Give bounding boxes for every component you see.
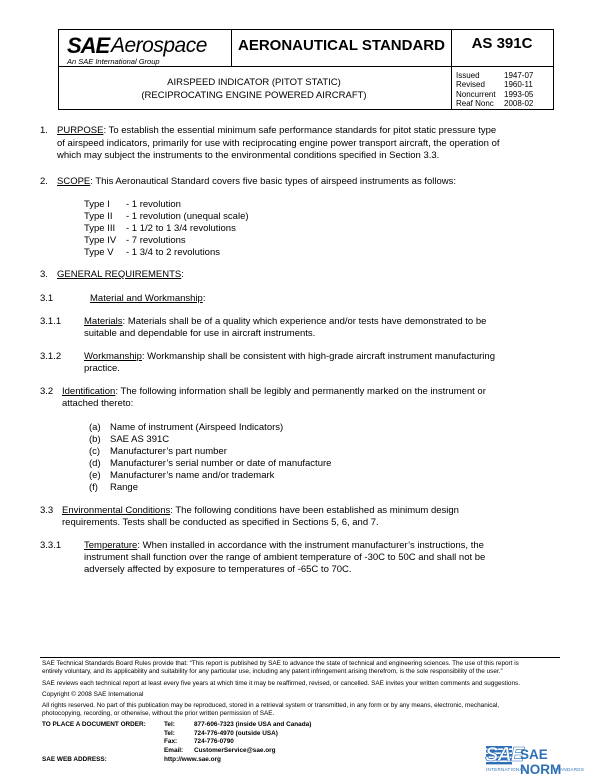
section-number: 1. [40,125,48,136]
logo-aerospace-text: Aerospace [111,34,207,57]
section-3-1-1-heading: Materials [84,316,123,327]
list-item: Range [110,482,138,493]
section-2-line-1 [57,176,456,188]
list-item: Manufacturer’s part number [110,446,227,457]
section-3-heading-line [57,269,184,281]
contact-label: Email: [164,746,184,754]
list-item: Manufacturer’s serial number or date of manufacture [110,458,332,469]
document-header [58,29,554,110]
section-3-3-1-line-2: instrument shall function over the range of ambient temperature of -30C to 50C and shall not be [84,552,486,563]
section-3-3-text: : The following conditions have been established as minimum design [170,505,459,516]
section-3-1-1-line-1 [84,316,486,328]
section-3-1-2-line-1 [84,351,495,363]
contact-value: 877-606-7323 (inside USA and Canada) [194,721,312,728]
type-name: Type V [84,247,114,258]
section-number: 3.3 [40,505,54,516]
type-description: - 1 revolution [126,199,181,210]
contact-value: 724-776-0790 [194,738,234,745]
web-address-link[interactable]: http://www.sae.org [164,756,221,763]
section-number: 2. [40,176,48,187]
list-item-mark: (e) [89,470,101,481]
section-3-1-heading: Material and Workmanship [90,293,203,304]
section-3-1-2-heading: Workmanship [84,351,142,362]
section-3-1-1-line-2: suitable and dependable for use in aircraft instruments. [84,328,316,339]
date-row [456,80,533,89]
footer-rights-line-1: All rights reserved. No part of this publication may be reproduced, stored in a retrieval system or transmitted, in any form or by any means, electronic, mechanical, [42,702,500,709]
section-3-heading: GENERAL REQUIREMENTS [57,269,182,280]
type-description: - 7 revolutions [126,235,186,246]
date-value: 1993-05 [504,89,534,99]
section-number: 3.1.1 [40,316,62,327]
footer-divider [40,657,560,658]
section-3-1-2-line-2: practice. [84,363,120,374]
contact-value: 724-776-4970 (outside USA) [194,729,278,737]
date-row [456,90,533,99]
section-3-3-line-1 [62,505,459,517]
watermark-sub-right: STANDARDS [554,767,585,772]
section-2-text: : This Aeronautical Standard covers five basic types of airspeed instruments as follows: [90,176,457,187]
standard-type: AERONAUTICAL STANDARD [238,37,445,54]
title-line-1: AIRSPEED INDICATOR (PITOT STATIC) [167,77,341,88]
section-3-1-2-text: : Workmanship shall be consistent with high-grade aircraft instrument manufacturing [141,351,495,362]
list-item-mark: (f) [89,482,98,493]
list-item-mark: (a) [89,422,101,433]
section-1-line-3: which may subject the instruments to the environmental conditions specified in Section 3.3. [57,150,440,161]
footer-copyright: Copyright © 2008 SAE International [42,691,144,698]
date-label: Noncurrent [456,89,496,99]
type-name: Type I [84,199,110,210]
web-label: SAE WEB ADDRESS: [42,756,107,763]
date-row [456,99,533,108]
heading-colon: : [181,269,184,280]
watermark-sub-left: INTERNATIONAL [486,767,526,772]
sae-norm-watermark [484,743,588,775]
footer-rules-notice [42,660,560,677]
heading-colon: : [202,293,206,304]
watermark-text: SAE NORM [520,747,562,777]
contact-email[interactable]: CustomerService@sae.org [194,746,276,754]
section-3-3-line-2: requirements. Tests shall be conducted as specified in Sections 5, 6, and 7. [62,517,379,528]
section-1-text: : To establish the essential minimum safe performance standards for pitot static pressure type [103,125,497,136]
list-item: Name of instrument (Airspeed Indicators) [110,422,284,433]
section-2-heading: SCOPE [57,176,91,187]
type-name: Type IV [84,235,117,246]
revision-dates [456,71,533,109]
section-3-3-heading: Environmental Conditions [62,505,171,516]
section-number: 3.1.2 [40,351,62,362]
section-number: 3.2 [40,386,54,397]
footer-rights-line-2: photocopying, recording, or otherwise, without the prior written permission of SAE. [42,710,275,718]
date-row [456,71,533,80]
footer-rules-line-2: entirely voluntary, and its applicability and suitability for any particular use, including any patent infringement arising therefrom, is the sole responsibility of the user.” [42,668,503,676]
section-number: 3. [40,269,48,280]
logo-group-text: An SAE International Group [67,57,160,66]
list-item: Manufacturer’s name and/or trademark [110,470,275,481]
type-description: - 1 3/4 to 2 revolutions [126,247,220,258]
section-3-3-1-line-1 [84,540,484,552]
order-label: TO PLACE A DOCUMENT ORDER: [42,721,146,728]
list-item: SAE AS 391C [110,434,170,445]
section-3-2-line-1 [62,386,486,398]
sae-aerospace-logo [67,33,229,66]
list-item-mark: (b) [89,434,101,445]
section-1-line-2: of airspeed indicators, primarily for use with reciprocating engine power transport aircraft, the operation of [57,137,500,149]
logo-sae-text: SAE [67,33,110,58]
date-label: Revised [456,80,485,90]
section-number: 3.1 [40,293,54,304]
title-line-2: (RECIPROCATING ENGINE POWERED AIRCRAFT) [141,90,367,101]
contact-label: Fax: [164,738,178,745]
section-1-line-1 [57,125,496,137]
section-3-2-line-2: attached thereto: [62,398,134,409]
section-number: 3.3.1 [40,540,62,551]
section-3-2-text: : The following information shall be legibly and permanently marked on the instrument or [115,386,486,397]
date-value: 1960-11 [504,80,533,90]
document-number: AS 391C [471,35,533,52]
type-name: Type III [84,223,116,234]
contact-label: Tel: [164,729,175,737]
type-description: - 1 1/2 to 1 3/4 revolutions [126,223,236,234]
type-description: - 1 revolution (unequal scale) [126,211,249,222]
section-3-3-1-line-3: adversely affected by exposure to temperatures of -65C to 70C. [84,564,352,575]
date-label: Issued [456,71,480,80]
footer-review-notice: SAE reviews each technical report at least every five years at which time it may be reaffirmed, revised, or cancelled. SAE invites your written comments and suggestions. [42,680,520,687]
section-3-3-1-text: : When installed in accordance with the instrument manufacturer’s instructions, the [137,540,484,551]
list-item-mark: (d) [89,458,101,469]
section-1-heading: PURPOSE [57,125,104,136]
list-item-mark: (c) [89,446,101,457]
document-title [59,76,449,102]
section-3-2-heading: Identification [62,386,116,397]
date-value: 1947-07 [504,71,534,80]
section-3-1-heading-line [90,293,205,305]
section-3-3-1-heading: Temperature [84,540,138,551]
contact-label: Tel: [164,721,175,728]
section-3-1-1-text: : Materials shall be of a quality which experience and/or tests have demonstrated to be [122,316,487,327]
footer-rights-notice [42,702,560,719]
type-name: Type II [84,211,113,222]
date-label: Reaf Nonc [456,99,494,109]
footer-rules-line-1: SAE Technical Standards Board Rules provide that: “This report is published by SAE to advance the state of technical and engineering sciences. The use of this report is [42,660,519,667]
watermark-sae-mark: SAE [485,744,524,766]
date-value: 2008-02 [504,99,534,109]
